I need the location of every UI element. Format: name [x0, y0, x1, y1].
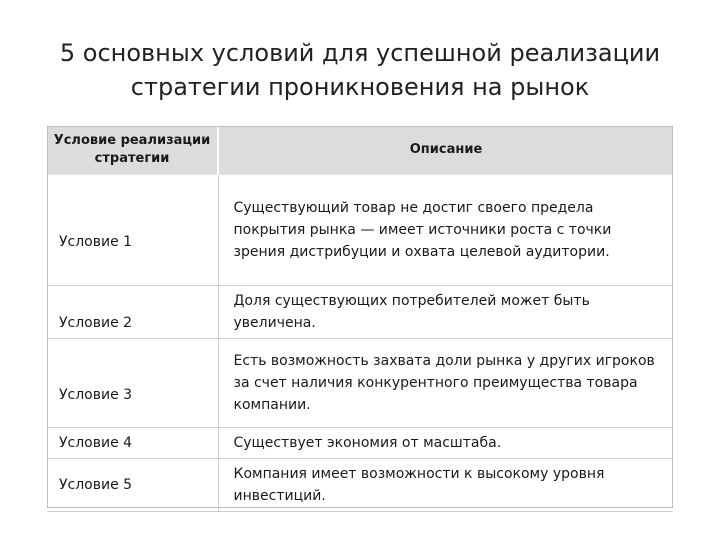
condition-cell: [47, 428, 218, 459]
condition-cell: [47, 339, 218, 428]
condition-label: Условие 1: [59, 234, 133, 250]
table-row: [47, 459, 673, 512]
condition-label: Условие 3: [59, 387, 133, 403]
condition-cell: [47, 175, 218, 286]
conditions-table: [47, 126, 673, 512]
header-description: Описание: [218, 126, 673, 175]
description-cell: Доля существующих потребителей может быть увеличена.: [218, 286, 673, 339]
table-row: [47, 175, 673, 286]
slide-title-line-1: 5 основных условий для успешной реализации: [59, 39, 661, 67]
table-row: [47, 428, 673, 459]
description-cell: Компания имеет возможности к высокому уровня инвестиций.: [218, 459, 673, 512]
table-row: [47, 286, 673, 339]
description-cell: Существует экономия от масштаба.: [218, 428, 673, 459]
description-cell: Существующий товар не достиг своего предела покрытия рынка — имеет источники роста с точки зрения дистрибуции и охвата целевой аудитории.: [218, 175, 673, 286]
header-condition: Условие реализации стратегии: [47, 126, 218, 175]
slide-title-line-2: стратегии проникновения на рынок: [130, 73, 590, 101]
condition-label: Условие 4: [59, 435, 133, 451]
slide-title: [0, 36, 720, 104]
table-header-row: [47, 126, 673, 175]
condition-label: Условие 5: [59, 477, 133, 493]
condition-cell: [47, 459, 218, 512]
description-cell: Есть возможность захвата доли рынка у других игроков за счет наличия конкурентного преимущества товара компании.: [218, 339, 673, 428]
condition-label: Условие 2: [59, 315, 133, 331]
table-row: [47, 339, 673, 428]
condition-cell: [47, 286, 218, 339]
